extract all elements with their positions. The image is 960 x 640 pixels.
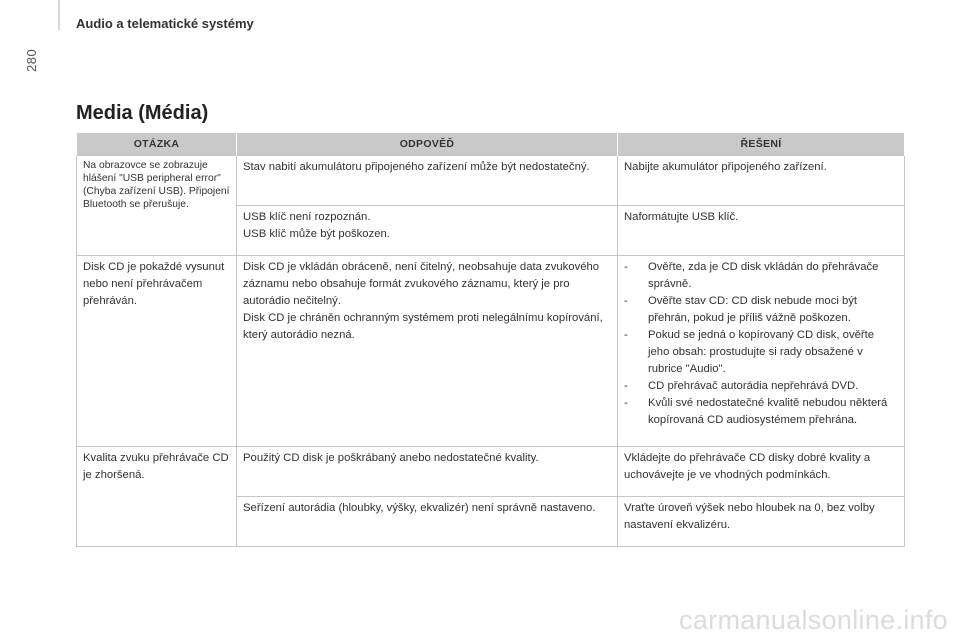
header-question: OTÁZKA — [77, 133, 237, 156]
solution-cell: Nabijte akumulátor připojeného zařízení. — [618, 156, 905, 206]
answer-cell: Stav nabití akumulátoru připojeného zařízení může být nedostatečný. — [237, 156, 618, 206]
solution-cell: Vkládejte do přehrávače CD disky dobré kvality a uchovávejte je ve vhodných podmínkách. — [618, 447, 905, 497]
header-divider — [58, 0, 60, 30]
answer-line: USB klíč není rozpoznán. — [243, 211, 371, 223]
list-item: - Kvůli své nedostatečné kvalitě nebudou některá kopírovaná CD audiosystémem přehrána. — [624, 395, 898, 429]
table-row — [77, 447, 905, 497]
page-number: 280 — [24, 48, 39, 72]
section-title: Media (Média) — [76, 102, 209, 124]
question-cell: Kvalita zvuku přehrávače CD je zhoršená. — [77, 447, 237, 547]
answer-paragraph: Disk CD je vkládán obráceně, není čitelný, neobsahuje data zvukového záznamu nebo obsahuje formát zvukového záznamu, který je pro autorádio nečitelný. — [243, 261, 600, 307]
answer-line: USB klíč může být poškozen. — [243, 228, 390, 240]
list-item: - Ověřte stav CD: CD disk nebude moci být přehrán, pokud je příliš vážně poškozen. — [624, 293, 898, 327]
solution-cell: Naformátujte USB klíč. — [618, 206, 905, 256]
watermark-text: carmanualsonline.info — [679, 605, 948, 635]
table-row — [77, 156, 905, 206]
answer-cell: Použitý CD disk je poškrábaný anebo nedostatečné kvality. — [237, 447, 618, 497]
question-cell: Na obrazovce se zobrazuje hlášení "USB peripheral error" (Chyba zařízení USB). Připojení Bluetooth se přerušuje. — [77, 156, 237, 256]
solution-cell: Vraťte úroveň výšek nebo hloubek na 0, bez volby nastavení ekvalizéru. — [618, 497, 905, 547]
table-header-row — [77, 133, 905, 156]
header-solution: ŘEŠENÍ — [618, 133, 905, 156]
faq-table — [76, 133, 905, 547]
answer-cell: Seřízení autorádia (hloubky, výšky, ekvalizér) není správně nastaveno. — [237, 497, 618, 547]
answer-cell — [237, 256, 618, 447]
question-cell: Disk CD je pokaždé vysunut nebo není přehrávačem přehráván. — [77, 256, 237, 447]
chapter-title: Audio a telematické systémy — [76, 16, 254, 31]
list-item: - Ověřte, zda je CD disk vkládán do přehrávače správně. — [624, 259, 898, 293]
list-item: - CD přehrávač autorádia nepřehrává DVD. — [624, 378, 898, 395]
list-item: - Pokud se jedná o kopírovaný CD disk, ověřte jeho obsah: prostudujte si rady obsažené v rubrice "Audio". — [624, 327, 898, 378]
solution-list — [624, 259, 898, 429]
answer-cell — [237, 206, 618, 256]
header-answer: ODPOVĚĎ — [237, 133, 618, 156]
table-row — [77, 256, 905, 447]
answer-paragraph: Disk CD je chráněn ochranným systémem proti nelegálnímu kopírování, který autorádio nezná. — [243, 312, 603, 341]
solution-cell — [618, 256, 905, 447]
